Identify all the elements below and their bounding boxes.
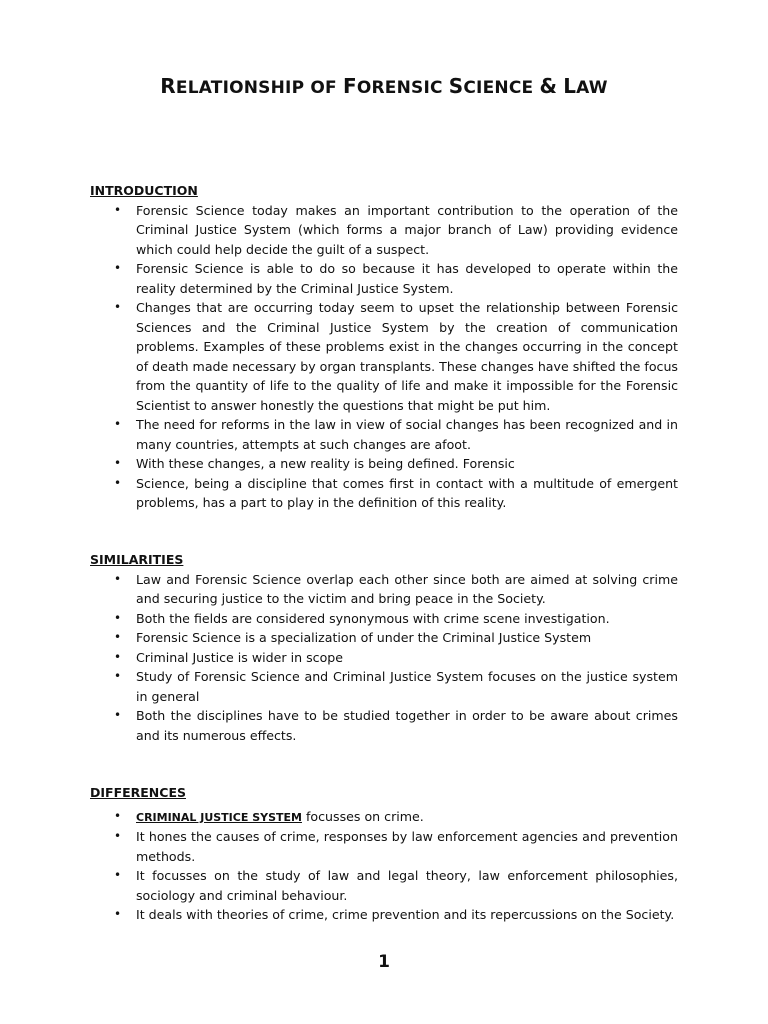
page-title xyxy=(0,74,768,98)
bullet-icon: • xyxy=(114,456,122,470)
introduction-list xyxy=(90,201,678,513)
differences-section xyxy=(90,783,678,925)
bullet-icon: • xyxy=(114,708,122,722)
list-item xyxy=(90,667,678,706)
bullet-icon: • xyxy=(114,808,122,823)
bullet-icon: • xyxy=(114,829,122,843)
introduction-section xyxy=(90,181,678,513)
title-rest: CIENCE xyxy=(463,78,540,98)
bullet-icon: • xyxy=(114,868,122,882)
bullet-icon: • xyxy=(114,300,122,314)
bullet-icon: • xyxy=(114,669,122,683)
bullet-icon: • xyxy=(114,571,122,586)
list-item-text: Both the fields are considered synonymous with crime scene investigation. xyxy=(136,610,610,626)
title-cap: L xyxy=(563,74,577,98)
list-item xyxy=(90,259,678,298)
title-cap: S xyxy=(448,74,464,98)
bullet-icon: • xyxy=(114,610,122,625)
list-item-text: With these changes, a new reality is being defined. Forensic xyxy=(136,456,515,471)
title-cap: & xyxy=(539,74,558,98)
list-item-text: It deals with theories of crime, crime prevention and its repercussions on the Society. xyxy=(136,907,675,922)
list-item xyxy=(90,570,678,609)
list-item xyxy=(90,648,678,668)
title-cap: F xyxy=(342,74,357,98)
list-item-text: The need for reforms in the law in view of social changes has been recognized and in many countries, attempts at such changes are afoot. xyxy=(136,417,678,452)
title-rest: ORENSIC xyxy=(356,78,449,98)
list-item xyxy=(90,298,678,415)
differences-list xyxy=(90,807,678,925)
list-item-text: Forensic Science is able to do so because it has developed to operate within the reality determined by the Criminal Justice System. xyxy=(136,261,678,296)
similarities-section xyxy=(90,550,678,745)
list-item-text: Forensic Science today makes an important contribution to the operation of the Criminal Justice System (which forms a major branch of Law) providing evidence which could help decide the guilt of a suspect. xyxy=(136,202,678,257)
bullet-icon: • xyxy=(114,202,122,217)
bullet-icon: • xyxy=(114,907,122,921)
list-item-text: Forensic Science is a specialization of under the Criminal Justice System xyxy=(136,630,592,645)
list-item-text: focusses on crime. xyxy=(301,808,424,824)
list-item xyxy=(90,454,678,474)
list-item xyxy=(90,706,678,745)
list-item xyxy=(90,415,678,454)
similarities-list xyxy=(90,570,678,746)
page-number: 1 xyxy=(378,952,390,972)
list-item xyxy=(90,866,678,905)
list-item xyxy=(90,609,678,629)
introduction-heading: INTRODUCTION xyxy=(90,183,198,198)
list-item xyxy=(90,628,678,648)
title-rest: AW xyxy=(576,78,608,98)
list-item-text: It focusses on the study of law and legal theory, law enforcement philosophies, sociology and criminal behaviour. xyxy=(136,868,678,903)
list-item-text: Both the disciplines have to be studied together in order to be aware about crimes and its numerous effects. xyxy=(136,708,678,743)
bullet-icon: • xyxy=(114,475,122,490)
list-item xyxy=(90,827,678,866)
list-item-text: Study of Forensic Science and Criminal Justice System focuses on the justice system in general xyxy=(136,669,678,704)
list-item-text: It hones the causes of crime, responses by law enforcement agencies and prevention methods. xyxy=(136,829,678,864)
list-item xyxy=(90,474,678,513)
list-item-text: Changes that are occurring today seem to upset the relationship between Forensic Sciences and the Criminal Justice System by the creation of communication problems. Examples of these problems exist in the changes occurring in the concept of death made necessary by organ transplants. These changes have shifted the focus from the quantity of life to the quality of life and make it impossible for the Forensic Scientist to answer honestly the questions that might be put him. xyxy=(136,300,678,413)
similarities-heading: SIMILARITIES xyxy=(90,552,184,567)
list-item-text: Law and Forensic Science overlap each other since both are aimed at solving crime and securing justice to the victim and bring peace in the Society. xyxy=(136,571,678,606)
criminal-justice-system-label: CRIMINAL JUSTICE SYSTEM xyxy=(136,810,302,824)
list-item xyxy=(90,807,678,828)
list-item-text: Criminal Justice is wider in scope xyxy=(136,649,344,665)
differences-heading: DIFFERENCES xyxy=(90,785,186,800)
bullet-icon: • xyxy=(114,649,122,664)
bullet-icon: • xyxy=(114,417,122,431)
list-item xyxy=(90,201,678,260)
bullet-icon: • xyxy=(114,630,122,644)
title-rest: ELATIONSHIP OF xyxy=(175,78,343,98)
title-cap: R xyxy=(160,74,176,98)
bullet-icon: • xyxy=(114,261,122,275)
list-item-text: Science, being a discipline that comes first in contact with a multitude of emergent problems, has a part to play in the definition of this reality. xyxy=(136,475,678,510)
list-item xyxy=(90,905,678,925)
